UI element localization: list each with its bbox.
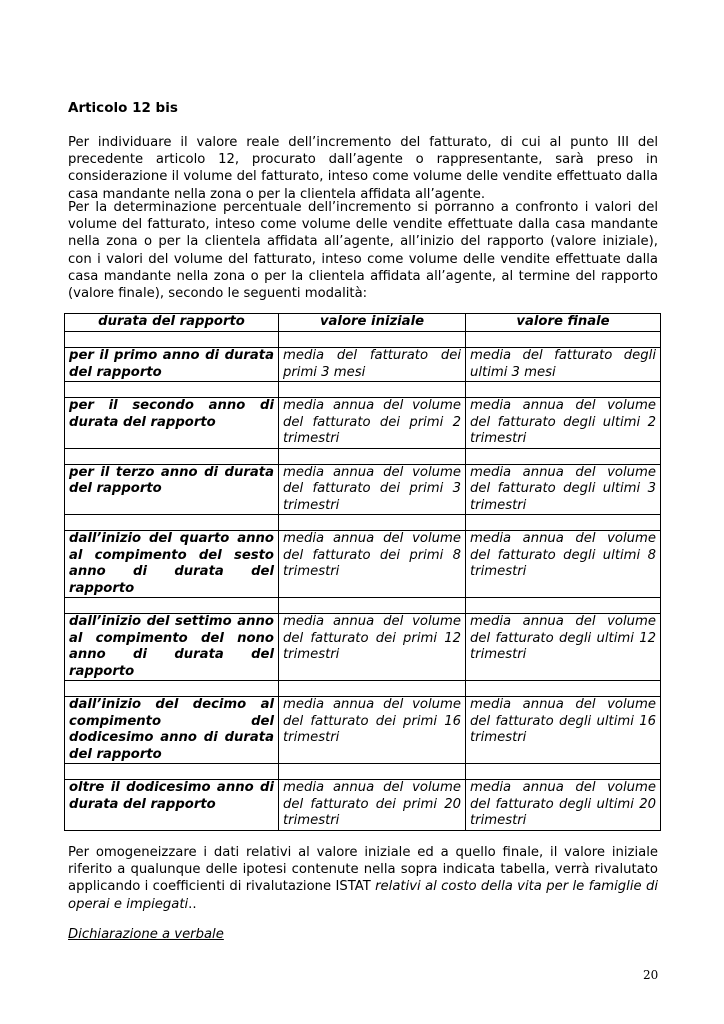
- table-spacer-cell: [279, 764, 466, 780]
- header-duration: durata del rapporto: [65, 314, 279, 332]
- duration-cell: per il primo anno di durata del rapporto: [65, 348, 279, 382]
- table-spacer-cell: [466, 332, 661, 348]
- table-row: [65, 348, 661, 382]
- initial-value-cell: media annua del volume del fatturato dei primi 2 trimestri: [279, 398, 466, 449]
- page-number: 20: [643, 968, 659, 982]
- modalities-table-body: [65, 314, 661, 831]
- table-spacer-row: [65, 382, 661, 398]
- paragraph-istat-end: ..: [188, 896, 197, 912]
- duration-cell: per il secondo anno di durata del rapporto: [65, 398, 279, 449]
- duration-cell: per il terzo anno di durata del rapporto: [65, 464, 279, 515]
- table-row: [65, 614, 661, 681]
- final-value-cell: media annua del volume del fatturato degli ultimi 16 trimestri: [466, 697, 661, 764]
- modalities-table: [64, 313, 661, 831]
- table-spacer-cell: [279, 681, 466, 697]
- table-spacer-cell: [65, 382, 279, 398]
- table-row: [65, 780, 661, 831]
- article-heading: Articolo 12 bis: [68, 100, 178, 116]
- duration-cell: dall’inizio del settimo anno al compimento del nono anno di durata del rapporto: [65, 614, 279, 681]
- paragraph-istat-revaluation: [68, 844, 658, 913]
- table-spacer-cell: [279, 382, 466, 398]
- table-spacer-cell: [279, 448, 466, 464]
- table-spacer-cell: [466, 382, 661, 398]
- paragraph-percentage-determination: Per la determinazione percentuale dell’incremento si porranno a confronto i valori del volume del fatturato, inteso come volume delle vendite effettuate dalla casa mandante nella zona o per la clientela affidata all’agente, all’inizio del rapporto (valore iniziale), con i valori del volume del fatturato, inteso come volume delle vendite effettuate dalla casa mandante nella zona o per la clientela affidata all’agente, al termine del rapporto (valore finale), secondo le seguenti modalità:: [68, 200, 658, 302]
- table-spacer-row: [65, 515, 661, 531]
- table-spacer-cell: [65, 332, 279, 348]
- header-final-value: valore finale: [466, 314, 661, 332]
- final-value-cell: media del fatturato degli ultimi 3 mesi: [466, 348, 661, 382]
- table-spacer-cell: [65, 515, 279, 531]
- table-spacer-cell: [65, 764, 279, 780]
- paragraph-istat-text: Per omogeneizzare i dati relativi al valore iniziale ed a quello finale, il valore iniziale riferito a qualunque delle ipotesi contenute nella sopra indicata tabella, verrà rivalutato applicando i coefficienti di rivalutazione ISTAT: [68, 845, 658, 895]
- initial-value-cell: media annua del volume del fatturato dei primi 12 trimestri: [279, 614, 466, 681]
- table-spacer-row: [65, 764, 661, 780]
- table-spacer-cell: [466, 681, 661, 697]
- table-spacer-cell: [466, 515, 661, 531]
- table-spacer-row: [65, 332, 661, 348]
- table-spacer-row: [65, 598, 661, 614]
- paragraph-istat-italic: relativi al costo della vita per le famiglie di operai e impiegati: [68, 879, 658, 912]
- table-spacer-cell: [466, 598, 661, 614]
- initial-value-cell: media annua del volume del fatturato dei primi 16 trimestri: [279, 697, 466, 764]
- final-value-cell: media annua del volume del fatturato degli ultimi 3 trimestri: [466, 464, 661, 515]
- duration-cell: dall’inizio del quarto anno al compimento del sesto anno di durata del rapporto: [65, 531, 279, 598]
- initial-value-cell: media annua del volume del fatturato dei primi 20 trimestri: [279, 780, 466, 831]
- duration-cell: dall’inizio del decimo al compimento del dodicesimo anno di durata del rapporto: [65, 697, 279, 764]
- final-value-cell: media annua del volume del fatturato degli ultimi 2 trimestri: [466, 398, 661, 449]
- table-spacer-cell: [65, 448, 279, 464]
- table-spacer-row: [65, 681, 661, 697]
- final-value-cell: media annua del volume del fatturato degli ultimi 12 trimestri: [466, 614, 661, 681]
- table-spacer-cell: [279, 598, 466, 614]
- initial-value-cell: media del fatturato dei primi 3 mesi: [279, 348, 466, 382]
- table-row: [65, 398, 661, 449]
- declaration-note: Dichiarazione a verbale: [68, 927, 224, 942]
- table-header-row: [65, 314, 661, 332]
- table-spacer-cell: [279, 515, 466, 531]
- initial-value-cell: media annua del volume del fatturato dei primi 3 trimestri: [279, 464, 466, 515]
- table-row: [65, 531, 661, 598]
- final-value-cell: media annua del volume del fatturato degli ultimi 20 trimestri: [466, 780, 661, 831]
- table-spacer-cell: [466, 448, 661, 464]
- table-row: [65, 697, 661, 764]
- table-spacer-row: [65, 448, 661, 464]
- table-row: [65, 464, 661, 515]
- header-initial-value: valore iniziale: [279, 314, 466, 332]
- final-value-cell: media annua del volume del fatturato degli ultimi 8 trimestri: [466, 531, 661, 598]
- duration-cell: oltre il dodicesimo anno di durata del rapporto: [65, 780, 279, 831]
- table-spacer-cell: [466, 764, 661, 780]
- table-spacer-cell: [65, 598, 279, 614]
- paragraph-increment-definition: Per individuare il valore reale dell’incremento del fatturato, di cui al punto III del precedente articolo 12, procurato dall’agente o rappresentante, sarà preso in considerazione il volume del fatturato, inteso come volume delle vendite effettuato dalla casa mandante nella zona o per la clientela affidata all’agente.: [68, 135, 658, 202]
- table-spacer-cell: [65, 681, 279, 697]
- table-spacer-cell: [279, 332, 466, 348]
- initial-value-cell: media annua del volume del fatturato dei primi 8 trimestri: [279, 531, 466, 598]
